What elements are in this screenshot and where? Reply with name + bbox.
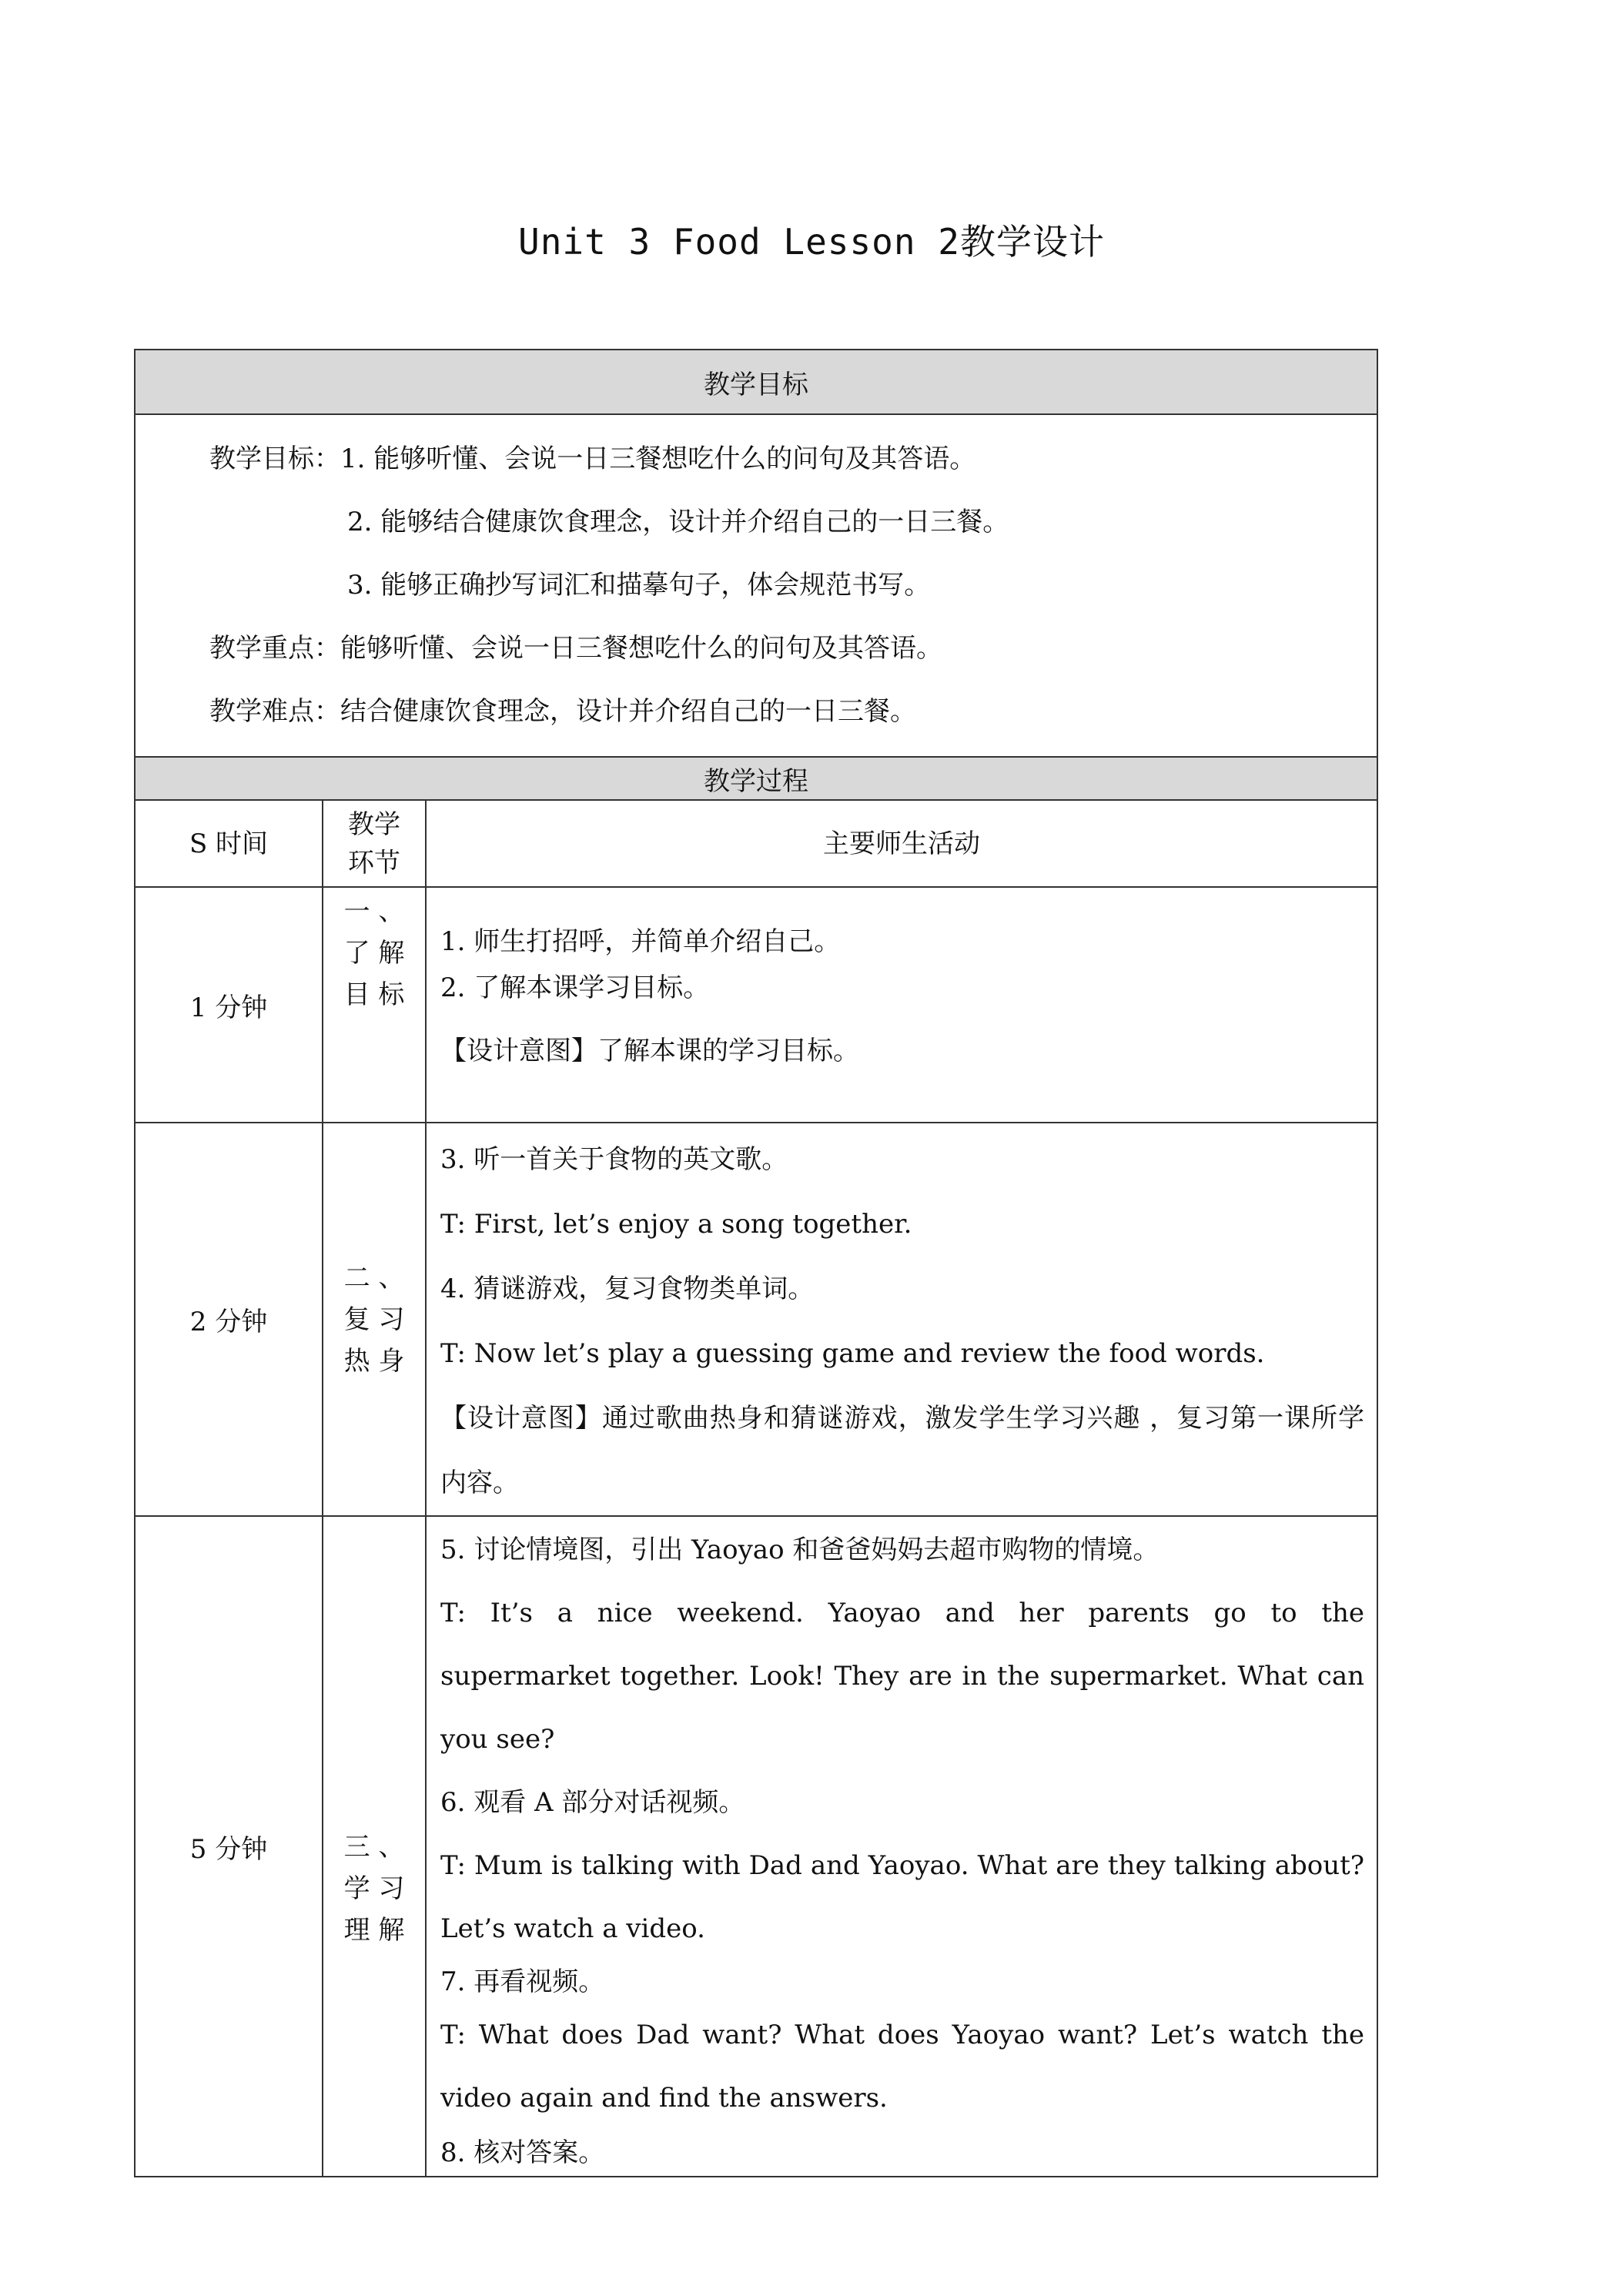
row-1-design-intent: 【设计意图】了解本课的学习目标。 [440, 1036, 859, 1066]
lesson-plan-table [134, 349, 1378, 2177]
row-1-stage-line-2: 了 解 [343, 938, 405, 969]
key-point-line: 教学重点：能够听懂、会说一日三餐想吃什么的问句及其答语。 [209, 633, 942, 664]
row-2-activities [426, 1123, 1377, 1516]
row-3-stage-line-1: 三 、 [343, 1832, 405, 1863]
row-1-stage-line-1: 一 、 [343, 896, 405, 927]
row-1-activities [426, 887, 1377, 1123]
row-2-stage-line-2: 复 习 [343, 1304, 405, 1335]
row-3-line-5: 7. 再看视频。 [440, 1966, 605, 1997]
column-header-stage [323, 800, 426, 887]
row-3-line-4: T: Mum is talking with Dad and Yaoyao. What are they talking about? Let’s watch a video. [440, 1850, 1364, 1944]
title-chinese: 教学设计 [959, 221, 1105, 263]
row-2-line-4: T: Now let’s play a guessing game and review the food words. [440, 1338, 1265, 1369]
column-header-activity: 主要师生活动 [426, 800, 1377, 887]
row-3-line-1: 5. 讨论情境图，引出 Yaoyao 和爸爸妈妈去超市购物的情境。 [440, 1535, 1160, 1565]
row-3-stage [323, 1516, 426, 2177]
row-2-line-1: 3. 听一首关于食物的英文歌。 [440, 1144, 788, 1175]
objective-line-3: 3. 能够正确抄写词汇和描摹句子，体会规范书写。 [347, 570, 931, 601]
process-header: 教学过程 [135, 757, 1377, 800]
row-2-stage [323, 1123, 426, 1516]
row-2-time: 2 分钟 [135, 1123, 323, 1516]
row-2-design-intent: 【设计意图】通过歌曲热身和猜谜游戏，激发学生学习兴趣 ，复习第一课所学内容。 [440, 1403, 1364, 1498]
document-title [0, 214, 1623, 265]
row-2-stage-line-3: 热 身 [343, 1345, 405, 1377]
title-english: Unit 3 Food Lesson 2 [518, 221, 960, 263]
row-1-stage [323, 887, 426, 1123]
row-3-line-2: T: It’s a nice weekend. Yaoyao and her parents go to the supermarket together. Look! They are in the supermarket. What can you see? [440, 1598, 1364, 1755]
objective-line-1: 教学目标：1. 能够听懂、会说一日三餐想吃什么的问句及其答语。 [209, 443, 976, 474]
row-3-activities [426, 1516, 1377, 2177]
row-1-time: 1 分钟 [135, 887, 323, 1123]
row-2-line-2: T: First, let’s enjoy a song together. [440, 1209, 912, 1240]
objective-line-2: 2. 能够结合健康饮食理念，设计并介绍自己的一日三餐。 [347, 507, 1009, 537]
objectives-header: 教学目标 [135, 350, 1377, 414]
column-header-time: S 时间 [135, 800, 323, 887]
row-3-stage-line-2: 学 习 [343, 1873, 405, 1904]
row-3-line-3: 6. 观看 A 部分对话视频。 [440, 1787, 745, 1818]
row-1-line-2: 2. 了解本课学习目标。 [440, 972, 710, 1003]
stage-header-line-2: 环节 [348, 847, 400, 879]
table-row [135, 887, 1377, 1123]
row-2-line-3: 4. 猜谜游戏，复习食物类单词。 [440, 1274, 815, 1304]
table-row [135, 1516, 1377, 2177]
row-1-line-1: 1. 师生打招呼，并简单介绍自己。 [440, 926, 841, 957]
row-3-line-6: T: What does Dad want? What does Yaoyao want? Let’s watch the video again and find the answers. [440, 2020, 1364, 2114]
row-2-stage-line-1: 二 、 [343, 1262, 405, 1294]
row-3-line-7: 8. 核对答案。 [440, 2137, 605, 2168]
table-row [135, 1123, 1377, 1516]
row-1-stage-line-3: 目 标 [343, 979, 405, 1010]
row-3-time: 5 分钟 [135, 1516, 323, 2177]
row-3-stage-line-3: 理 解 [343, 1915, 405, 1946]
difficulty-line: 教学难点：结合健康饮食理念，设计并介绍自己的一日三餐。 [209, 696, 916, 727]
objectives-cell [135, 414, 1377, 757]
stage-header-line-1: 教学 [348, 808, 400, 840]
